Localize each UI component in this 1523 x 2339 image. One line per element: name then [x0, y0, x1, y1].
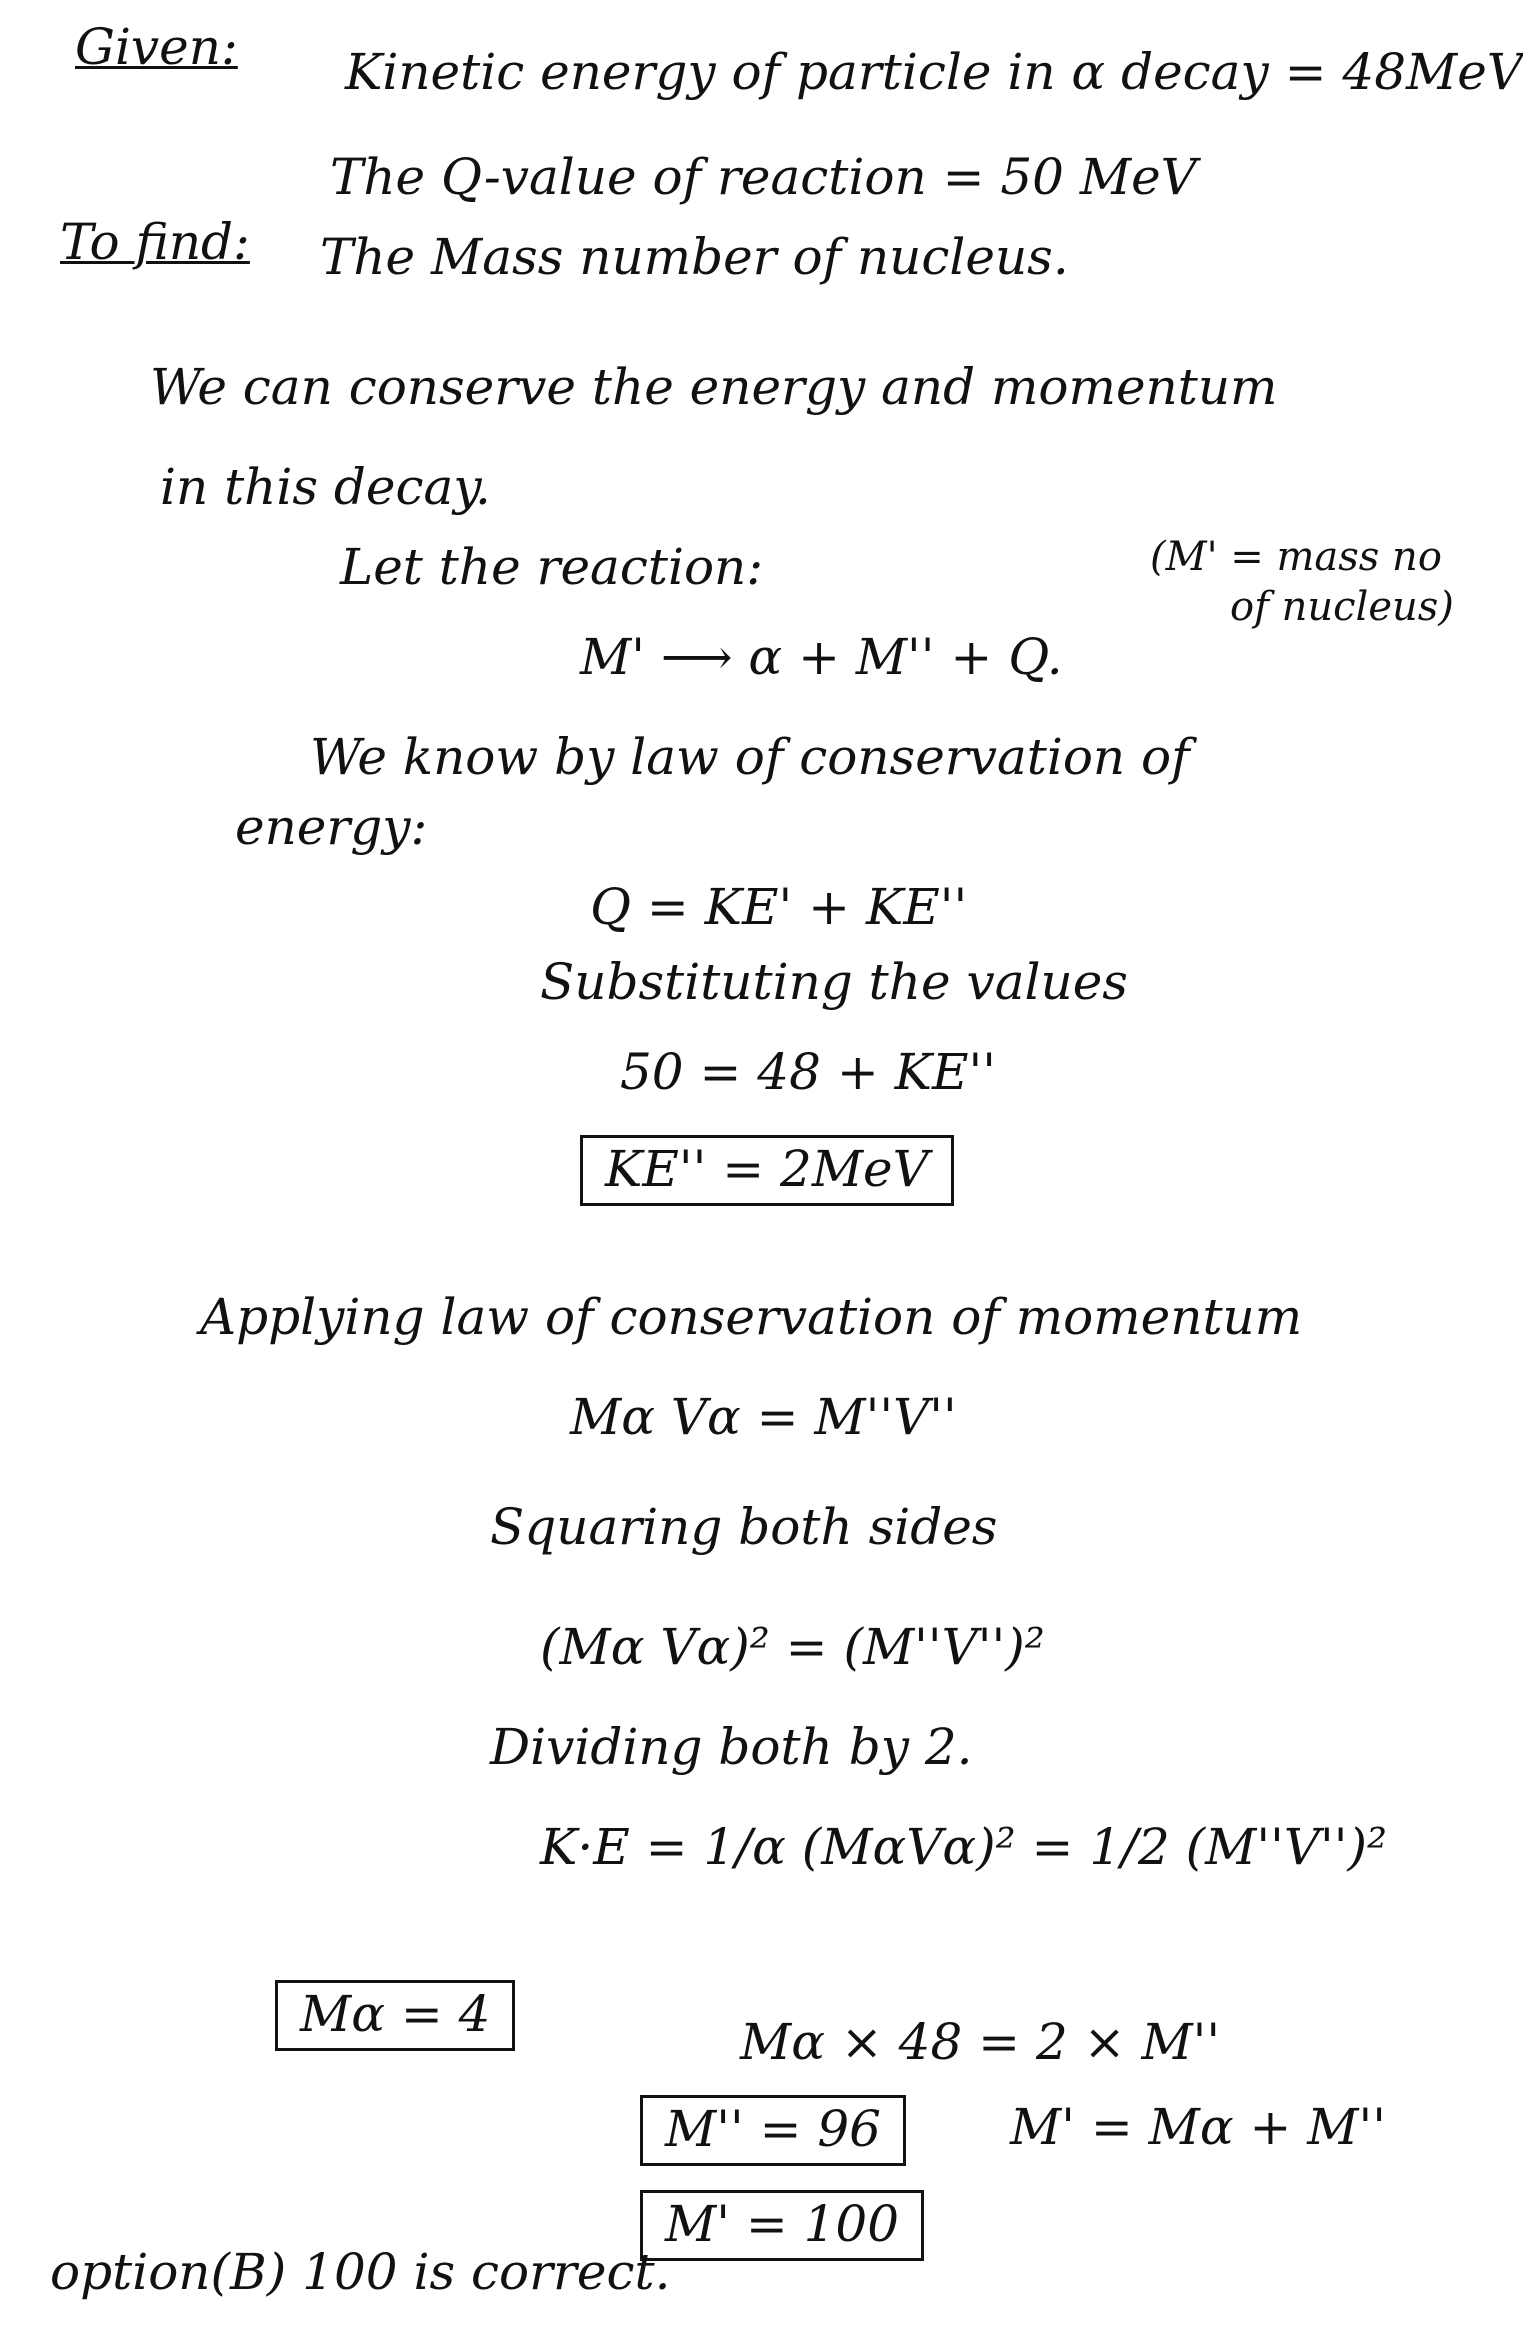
given-line-kinetic-energy: Kinetic energy of particle in α decay = 48MeV: [345, 43, 1523, 101]
boxed-result-m-prime: M' = 100: [640, 2190, 924, 2261]
kinetic-energy-equation: K·E = 1/α (MαVα)² = 1/2 (M''V'')²: [540, 1818, 1388, 1876]
text-line: in this decay.: [160, 458, 491, 516]
text-line: We know by law of conservation of: [310, 728, 1190, 786]
side-note: of nucleus): [1230, 584, 1454, 630]
text-line: Applying law of conservation of momentum: [200, 1288, 1303, 1346]
side-note: (M' = mass no: [1150, 534, 1442, 580]
to-find-label: To find:: [60, 213, 250, 271]
text-line: Dividing both by 2.: [490, 1718, 973, 1776]
text-line: Squaring both sides: [490, 1498, 998, 1556]
reaction-equation: M' ⟶ α + M'' + Q.: [580, 628, 1063, 686]
text-line: Substituting the values: [540, 953, 1128, 1011]
conclusion-text: option(B) 100 is correct.: [50, 2243, 671, 2301]
given-label: Given:: [75, 18, 238, 76]
to-find-text: The Mass number of nucleus.: [320, 228, 1069, 286]
text-line: energy:: [235, 798, 428, 856]
text-line: We can conserve the energy and momentum: [150, 358, 1278, 416]
momentum-equation: Mα Vα = M''V'': [570, 1388, 957, 1446]
substitution-equation: 50 = 48 + KE'': [620, 1043, 996, 1101]
ratio-equation: Mα × 48 = 2 × M'': [740, 2013, 1221, 2071]
energy-equation: Q = KE' + KE'': [590, 878, 968, 936]
text-line: Let the reaction:: [340, 538, 764, 596]
squared-equation: (Mα Vα)² = (M''V'')²: [540, 1618, 1045, 1676]
mass-sum-equation: M' = Mα + M'': [1010, 2098, 1386, 2156]
boxed-result-m-double-prime: M'' = 96: [640, 2095, 906, 2166]
boxed-result-m-alpha: Mα = 4: [275, 1980, 515, 2051]
boxed-result-ke: KE'' = 2MeV: [580, 1135, 954, 1206]
given-line-q-value: The Q-value of reaction = 50 MeV: [330, 148, 1197, 206]
